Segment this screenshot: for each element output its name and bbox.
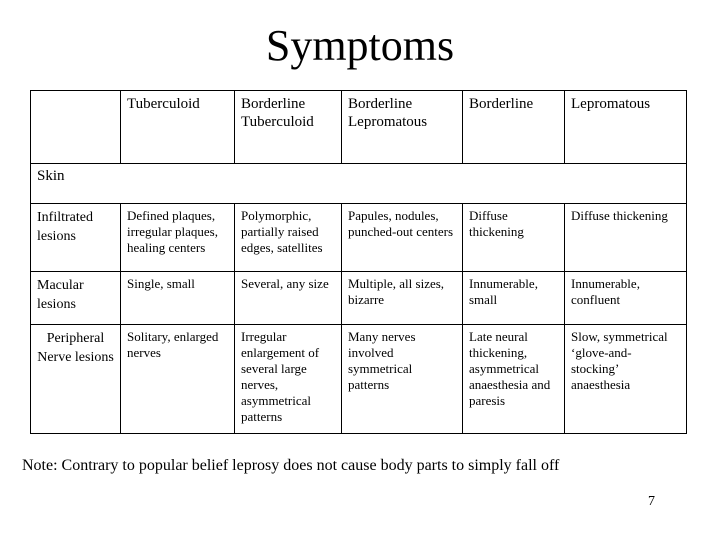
table-row: [31, 325, 687, 434]
table-cell: Polymorphic, partially raised edges, satellites: [235, 204, 342, 272]
header-borderline-lepromatous: Borderline Lepromatous: [342, 91, 463, 164]
symptoms-table: [30, 90, 687, 434]
row-label-peripheral-nerve: Peripheral Nerve lesions: [31, 325, 121, 434]
table-cell: Many nerves involved symmetrical patterns: [342, 325, 463, 434]
header-cell-empty: [31, 91, 121, 164]
header-borderline-tuberculoid: Borderline Tuberculoid: [235, 91, 342, 164]
table-cell: Single, small: [121, 272, 235, 325]
table-cell: Late neural thickening, asymmetrical anaesthesia and paresis: [463, 325, 565, 434]
table-cell: Irregular enlargement of several large nerves, asymmetrical patterns: [235, 325, 342, 434]
slide-title: Symptoms: [265, 21, 455, 70]
table-cell: Multiple, all sizes, bizarre: [342, 272, 463, 325]
header-tuberculoid: Tuberculoid: [121, 91, 235, 164]
table-cell: Innumerable, small: [463, 272, 565, 325]
table-cell: Defined plaques, irregular plaques, healing centers: [121, 204, 235, 272]
table-cell: Solitary, enlarged nerves: [121, 325, 235, 434]
footnote: Note: Contrary to popular belief leprosy does not cause body parts to simply fall off: [22, 457, 560, 474]
header-borderline: Borderline: [463, 91, 565, 164]
table-cell: Diffuse thickening: [463, 204, 565, 272]
table-cell: Innumerable, confluent: [565, 272, 687, 325]
section-label-skin: Skin: [31, 164, 687, 204]
header-lepromatous: Lepromatous: [565, 91, 687, 164]
table-cell: Several, any size: [235, 272, 342, 325]
section-row-skin: [31, 164, 687, 204]
table-row: [31, 204, 687, 272]
table-cell: Diffuse thickening: [565, 204, 687, 272]
page-number: 7: [648, 494, 655, 509]
row-label-macular: Macular lesions: [31, 272, 121, 325]
table-cell: Slow, symmetrical ‘glove-and-stocking’ anaesthesia: [565, 325, 687, 434]
table-row: [31, 272, 687, 325]
table-header-row: [31, 91, 687, 164]
row-label-infiltrated: Infiltrated lesions: [31, 204, 121, 272]
table-cell: Papules, nodules, punched-out centers: [342, 204, 463, 272]
